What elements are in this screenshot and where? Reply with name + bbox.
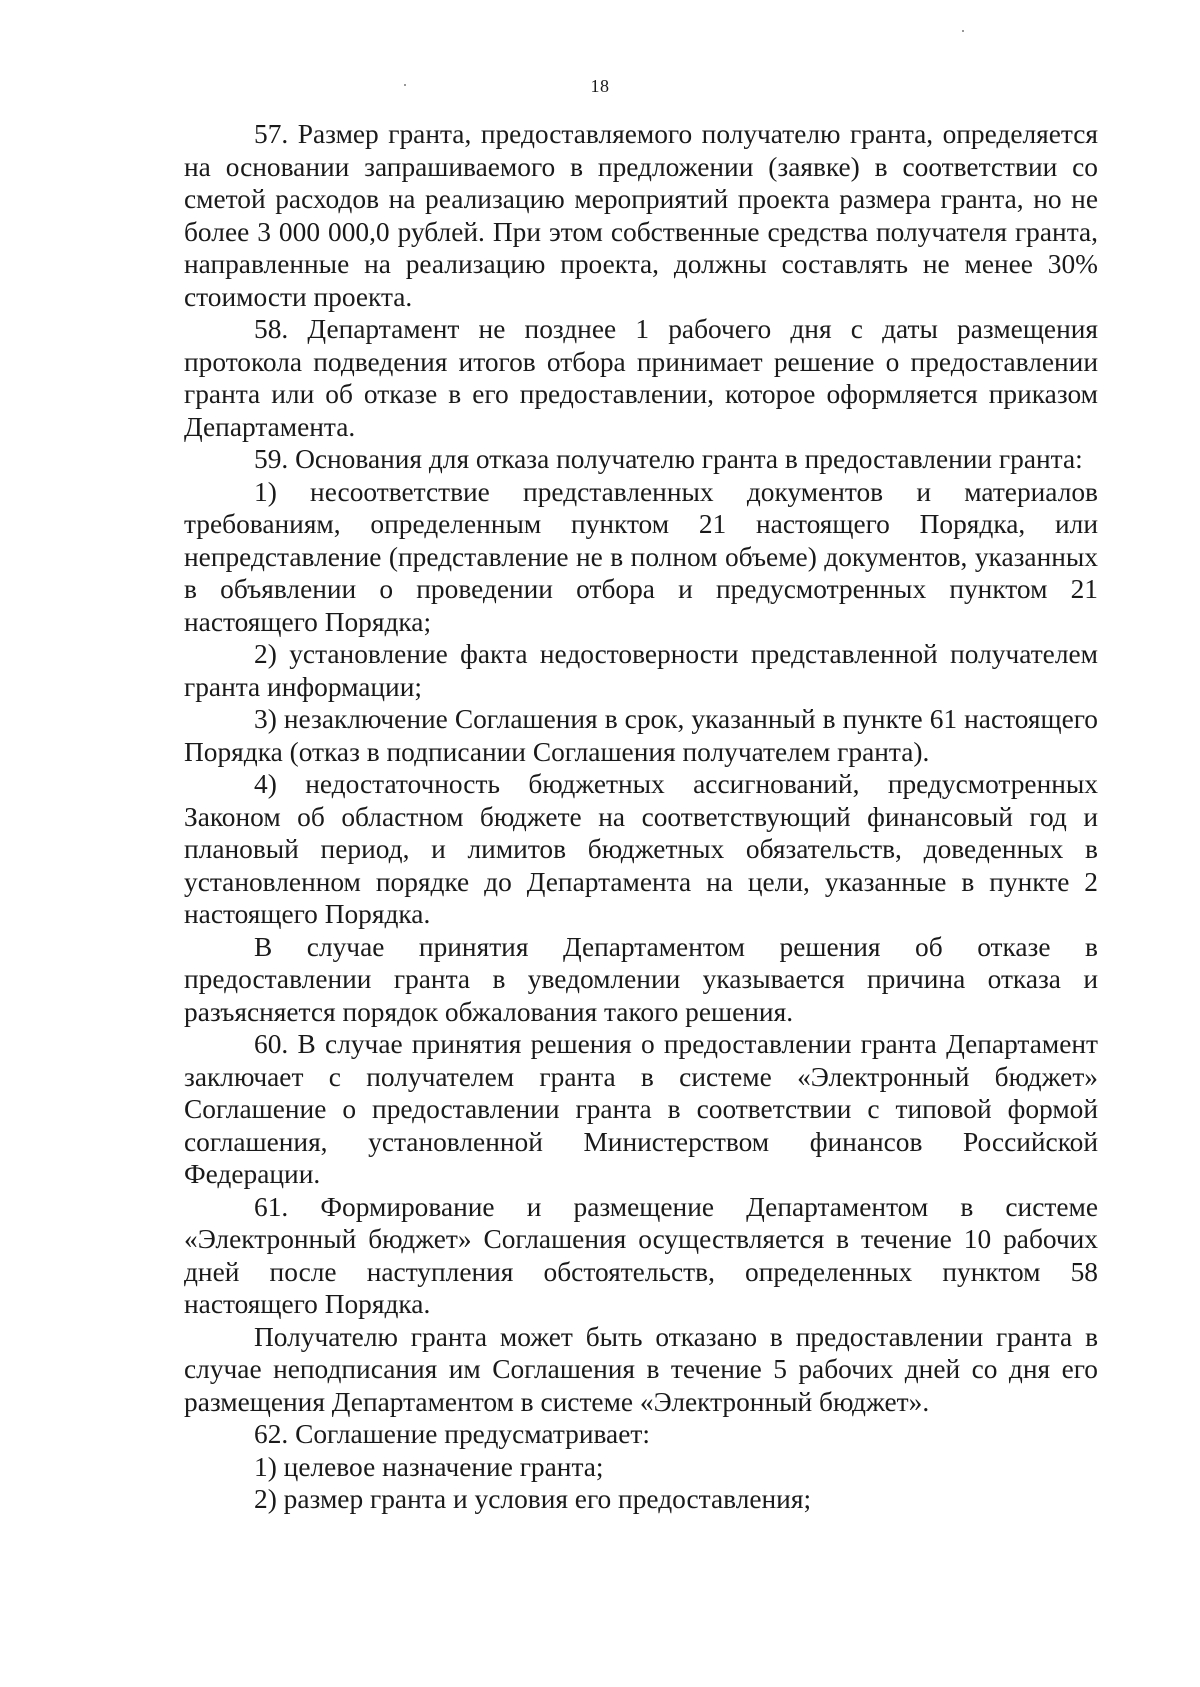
paragraph-62-item-2: 2) размер гранта и условия его предоставления; — [254, 1484, 812, 1514]
paragraph-59: 59. Основания для отказа получателю гранта в предоставлении гранта: — [254, 444, 1083, 474]
paragraph-59-item-3: 3) незаключение Соглашения в срок, указанный в пункте 61 настоящего Порядка (отказ в подписании Соглашения получателем гранта). — [184, 704, 1098, 767]
paragraph-62: 62. Соглашение предусматривает: — [254, 1419, 650, 1449]
paragraph-57: 57. Размер гранта, предоставляемого получателю гранта, определяется на основании запрашиваемого в предложении (заявке) в соответствии со сметой расходов на реализацию мероприятий проекта размера гранта, но не более 3 000 000,0 рублей. При этом собственные средства получателя гранта, направленные на реализацию проекта, должны составлять не менее 30% стоимости проекта. — [184, 119, 1098, 312]
paragraph-refusal-notice: В случае принятия Департаментом решения об отказе в предоставлении гранта в уведомлении указывается причина отказа и разъясняется порядок обжалования такого решения. — [184, 931, 1098, 1027]
document-body — [184, 118, 1098, 1516]
paragraph-59-item-4: 4) недостаточность бюджетных ассигнований, предусмотренных Законом об областном бюджете на соответствующий финансовый год и плановый период, и лимитов бюджетных обязательств, доведенных в установленном порядке до Департамента на цели, указанные в пункте 2 настоящего Порядка. — [184, 769, 1098, 929]
page-number: 18 — [590, 76, 610, 96]
paragraph-61: 61. Формирование и размещение Департаментом в системе «Электронный бюджет» Соглашения осуществляется в течение 10 рабочих дней после наступления обстоятельств, определенных пунктом 58 настоящего Порядка. — [184, 1191, 1098, 1319]
paragraph-60: 60. В случае принятия решения о предоставлении гранта Департамент заключает с получателем гранта в системе «Электронный бюджет» Соглашение о предоставлении гранта в соответствии с типовой формой соглашения, установленной Министерством финансов Российской Федерации. — [184, 1029, 1098, 1189]
paragraph-58: 58. Департамент не позднее 1 рабочего дня с даты размещения протокола подведения итогов отбора принимает решение о предоставлении гранта или об отказе в его предоставлении, которое оформляется приказом Департамента. — [184, 314, 1098, 442]
paragraph-59-item-1: 1) несоответствие представленных документов и материалов требованиям, определенным пунктом 21 настоящего Порядка, или непредставление (представление не в полном объеме) документов, указанных в объявлении о проведении отбора и предусмотренных пунктом 21 настоящего Порядка; — [184, 476, 1098, 637]
paragraph-59-item-2: 2) установление факта недостоверности представленной получателем гранта информации; — [184, 639, 1098, 702]
paragraph-62-item-1: 1) целевое назначение гранта; — [254, 1451, 604, 1482]
scan-speck — [962, 30, 964, 32]
paragraph-refusal-unsigned: Получателю гранта может быть отказано в предоставлении гранта в случае неподписания им Соглашения в течение 5 рабочих дней со дня его размещения Департаментом в системе «Электронный бюджет». — [184, 1321, 1098, 1417]
